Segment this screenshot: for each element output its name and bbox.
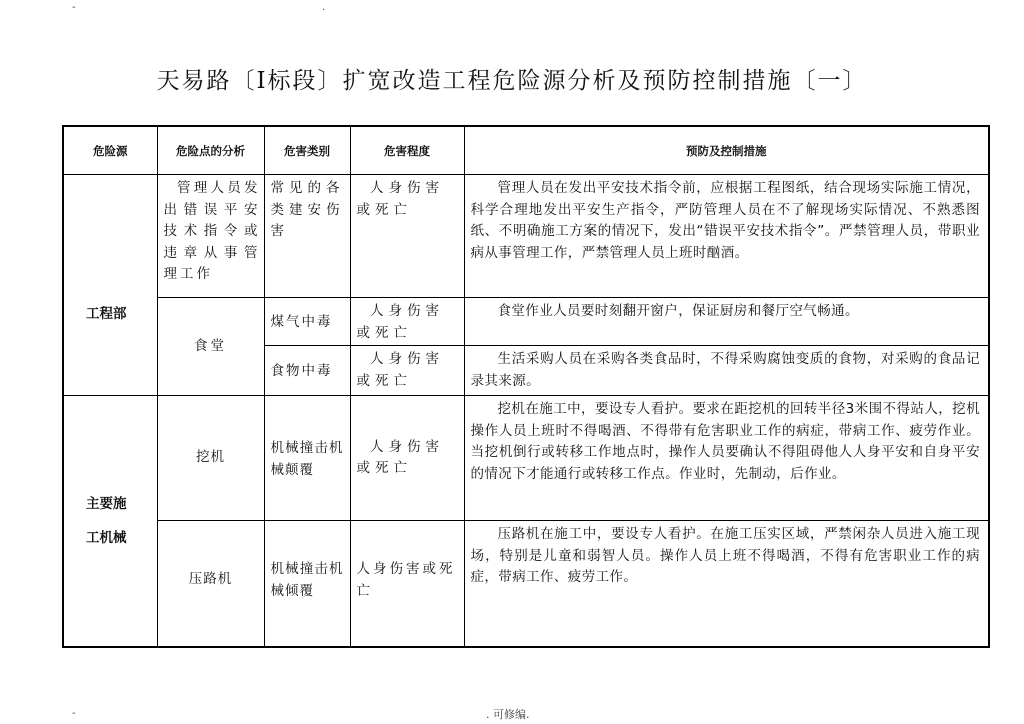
department-line: 主要施 — [86, 495, 127, 512]
measures-cell: 生活采购人员在采购各类食品时，不得采购腐蚀变质的食物，对采购的食品记录其来源。 — [464, 346, 989, 396]
category-cell: 食物中毒 — [264, 346, 350, 396]
degree-cell: 人身伤害或死亡 — [350, 346, 464, 396]
measures-cell: 挖机在施工中，要设专人看护。要求在距挖机的回转半径3米围不得站人，挖机操作人员上班时不得喝酒、不得带有危害职业工作的病症，带病工作、疲劳作业。当挖机倒行或转移工作地点时，操作人员要确认不得阻碍他人人身平安和自身平安的情况下才能通行或转移工作点。作业时，先制动，后作业。 — [464, 396, 989, 521]
table-row — [63, 175, 989, 298]
header-hazard-degree: 危害程度 — [350, 126, 464, 175]
table-row — [63, 521, 989, 647]
degree-cell: 人身伤害或死亡 — [350, 396, 464, 521]
degree-cell: 人身伤害或死亡 — [350, 298, 464, 346]
measures-cell: 食堂作业人员要时刻翻开窗户，保证厨房和餐厅空气畅通。 — [464, 298, 989, 346]
header-hazard-source: 危险源 — [63, 126, 157, 175]
hazard-table — [62, 125, 990, 648]
degree-cell: 人身伤害或死亡 — [350, 175, 464, 298]
page-title: 天易路〔Ⅰ标段〕扩宽改造工程危险源分析及预防控制措施〔一〕 — [156, 68, 868, 94]
table-row — [63, 298, 989, 346]
top-center-dot: . — [322, 2, 326, 13]
department-cell — [63, 396, 157, 647]
top-left-mark: - — [72, 2, 76, 13]
measures-cell: 管理人员在发出平安技术指令前，应根据工程图纸，结合现场实际施工情况，科学合理地发出平安生产指令，严防管理人员在不了解现场实际情况、不熟悉图纸、不明确施工方案的情况下，发出“错误平安技术指令”。严禁管理人员，带职业病从事管理工作，严禁管理人员上班时酗酒。 — [464, 175, 989, 298]
hazard-point-cell: 压路机 — [157, 521, 264, 647]
department-cell: 工程部 — [63, 175, 157, 396]
header-measures: 预防及控制措施 — [464, 126, 989, 175]
department-line: 工机械 — [86, 529, 127, 546]
hazard-point-cell: 挖机 — [157, 396, 264, 521]
category-cell: 煤气中毒 — [264, 298, 350, 346]
hazard-point-cell: 食堂 — [157, 298, 264, 396]
category-cell: 机械撞击机械颠覆 — [264, 396, 350, 521]
footer-left-mark: - — [72, 708, 76, 719]
header-hazard-category: 危害类别 — [264, 126, 350, 175]
header-row — [63, 126, 989, 175]
table-row — [63, 396, 989, 521]
header-hazard-point: 危险点的分析 — [157, 126, 264, 175]
degree-cell: 人身伤害或死亡 — [350, 521, 464, 647]
hazard-point-cell: 管理人员发出错误平安技术指令或违章从事管理工作 — [157, 175, 264, 298]
measures-cell: 压路机在施工中，要设专人看护。在施工压实区域，严禁闲杂人员进入施工现场，特别是儿童和弱智人员。操作人员上班不得喝酒，不得有危害职业工作的病症，带病工作、疲劳工作。 — [464, 521, 989, 647]
footer-text: . 可修编. — [486, 708, 530, 721]
category-cell: 机械撞击机械倾覆 — [264, 521, 350, 647]
category-cell: 常见的各类建安伤害 — [264, 175, 350, 298]
